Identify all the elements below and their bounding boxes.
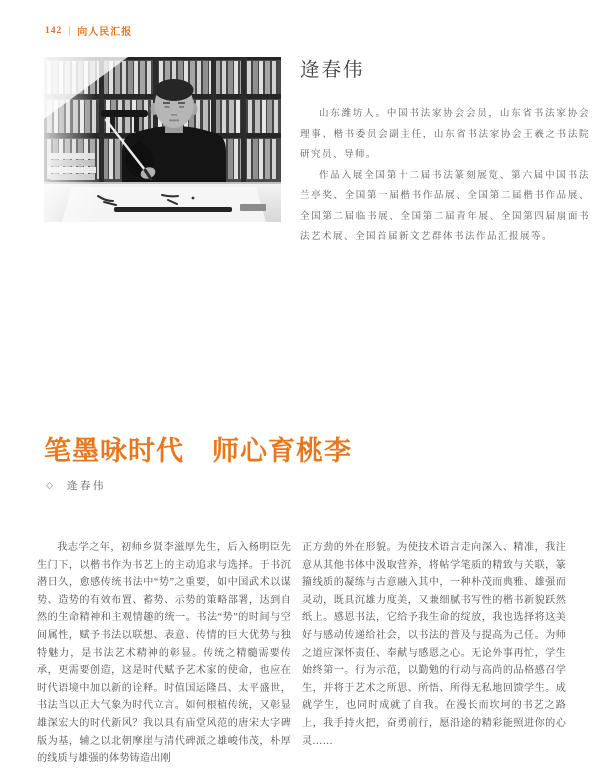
portrait-illustration xyxy=(44,57,281,222)
bio-paragraph: 山东潍坊人。中国书法家协会会员，山东省书法家协会理事、楷书委员会副主任，山东省书法家协会王羲之书法院研究员、导师。 xyxy=(300,109,590,160)
body-column-left xyxy=(37,539,291,768)
header-divider: | xyxy=(68,25,72,36)
body-text: 正方劲的外在形貌。为使技术语言走向深入、精准，我注意从其他书体中汲取营养，将帖学笔质的精致与关联，篆籀线质的凝练与古意融入其中，一种朴茂而典雅、雄强而灵动，既具沉雄力度美，又兼细腻书写性的楷书新貌跃然纸上。感恩书法，它给予我生命的绽放，我也选择将这美好与感动传递给社会，以书法的普及与提高为己任。为师之道应深怀责任、奉献与感恩之心。无论外事再忙，学生始终第一。行为示范，以勤勉的行动与高尚的品格感召学生，并将于艺术之所思、所悟、所得无私地回馈学生。成就学生，也同时成就了自我。在漫长而坎坷的书艺之路上，我手持火把，奋勇前行，愿沿途的精彩能照进你的心灵…… xyxy=(302,542,566,747)
body-text: 我志学之年，初师乡贤李滋厚先生，后入杨明臣先生门下，以楷书作为书艺上的主动追求与选择。于书沉潜日久，愈感传统书法中“势”之重要，如中国武术以谋势、造势的有效布置、蓄势、示势的策略部署，达到自然的生命精神和主观情趣的统一。书法“势”的时间与空间属性，赋予书法以联想、表意、传情的巨大优势与独特魅力，是书法艺术精神的彰显。传统之精髓需要传承，更需要创造，这是时代赋予艺术家的使命，也应在时代语境中加以新的诠释。时值国运隆昌、太平盛世，书法当以正大气象为时代立言。如何根植传统，又彰显雄深宏大的时代新风？我以具有庙堂风范的唐宋大字碑版为基，辅之以北朝摩崖与清代碑派之雄峻伟茂，朴厚的线质与雄强的体势铸造出刚 xyxy=(37,542,291,765)
bio-paragraph: 作品入展全国第十二届书法篆刻展览、第六届中国书法兰亭奖、全国第一届楷书作品展、全国第二届楷书作品展、全国第二届临书展、全国第二届青年展、全国第四届扇面书法艺术展、全国首届新文艺群体书法作品汇报展等。 xyxy=(300,170,590,242)
byline xyxy=(46,478,106,493)
profile-bio xyxy=(300,104,590,248)
article-title: 笔墨咏时代 师心育桃李 xyxy=(44,436,352,466)
profile-name: 逄春伟 xyxy=(300,60,365,81)
calligrapher-figure xyxy=(122,79,226,189)
calligrapher-photo xyxy=(44,57,281,222)
journal-title: 向人民汇报 xyxy=(77,27,133,38)
page-number: 142 xyxy=(45,25,63,36)
page-header xyxy=(45,23,132,38)
profile-section xyxy=(44,57,590,248)
article-body xyxy=(37,539,566,768)
byline-diamond-icon: ◇ xyxy=(46,480,53,490)
profile-column xyxy=(300,57,590,248)
body-column-right xyxy=(302,539,566,768)
byline-author: 逄春伟 xyxy=(66,481,106,492)
